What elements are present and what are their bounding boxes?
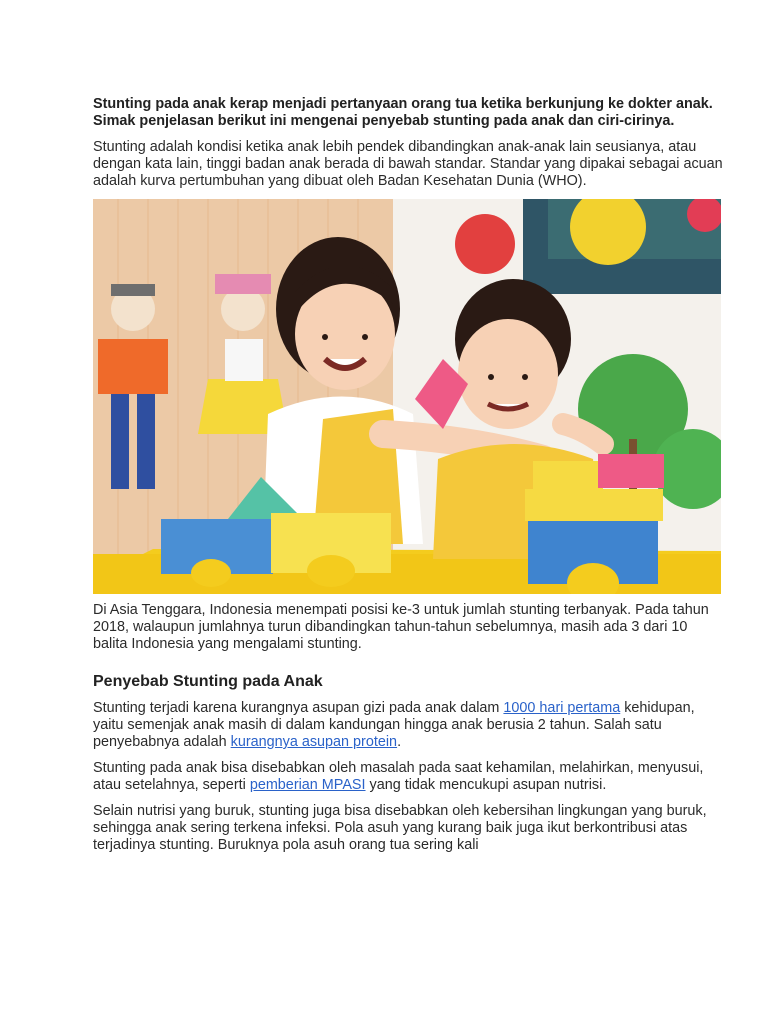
- paragraph-causes: [93, 700, 723, 751]
- article: [93, 96, 723, 863]
- article-photo: [93, 199, 721, 594]
- article-intro: Stunting pada anak kerap menjadi pertanyaan orang tua ketika berkunjung ke dokter anak. Simak penjelasan berikut ini mengenai penyebab stunting pada anak dan ciri-cirinya.: [93, 96, 713, 129]
- paragraph-pregnancy: [93, 760, 723, 794]
- link-kurangnya-asupan-protein[interactable]: kurangnya asupan protein: [230, 734, 398, 750]
- children-playing-blocks-image: [93, 199, 721, 594]
- link-pemberian-mpasi[interactable]: pemberian MPASI: [249, 777, 366, 793]
- paragraph-statistics: Di Asia Tenggara, Indonesia menempati posisi ke-3 untuk jumlah stunting terbanyak. Pada tahun 2018, walaupun jumlahnya turun dibandingkan tahun-tahun sebelumnya, masih ada 3 dari 10 balita Indonesia yang mengalami stunting.: [93, 602, 709, 652]
- paragraph-definition: Stunting adalah kondisi ketika anak lebih pendek dibandingkan anak-anak lain seusianya, atau dengan kata lain, tinggi badan anak berada di bawah standar. Standar yang dipakai sebagai acuan adalah kurva pertumbuhan yang dibuat oleh Badan Kesehatan Dunia (WHO).: [93, 139, 723, 189]
- paragraph-environment: Selain nutrisi yang buruk, stunting juga bisa disebabkan oleh kebersihan lingkungan yang buruk, sehingga anak sering terkena infeksi. Pola asuh yang kurang baik juga ikut berkontribusi atas terjadinya stunting. Buruknya pola asuh orang tua sering kali: [93, 803, 707, 853]
- link-1000-hari-pertama[interactable]: 1000 hari pertama: [503, 700, 621, 716]
- paragraph-text: Stunting terjadi karena kurangnya asupan gizi pada anak dalam: [93, 700, 504, 716]
- section-heading: Penyebab Stunting pada Anak: [93, 673, 323, 690]
- paragraph-text: Stunting pada anak bisa disebabkan oleh masalah pada saat kehamilan, melahirkan, menyusui, atau setelahnya, seperti: [93, 760, 704, 793]
- paragraph-text: kehidupan, yaitu semenjak anak masih di dalam kandungan hingga anak berusia 2 tahun. Salah satu penyebabnya adalah: [93, 700, 695, 750]
- paragraph-text: .: [397, 734, 402, 750]
- paragraph-text: yang tidak mencukupi asupan nutrisi.: [365, 777, 607, 793]
